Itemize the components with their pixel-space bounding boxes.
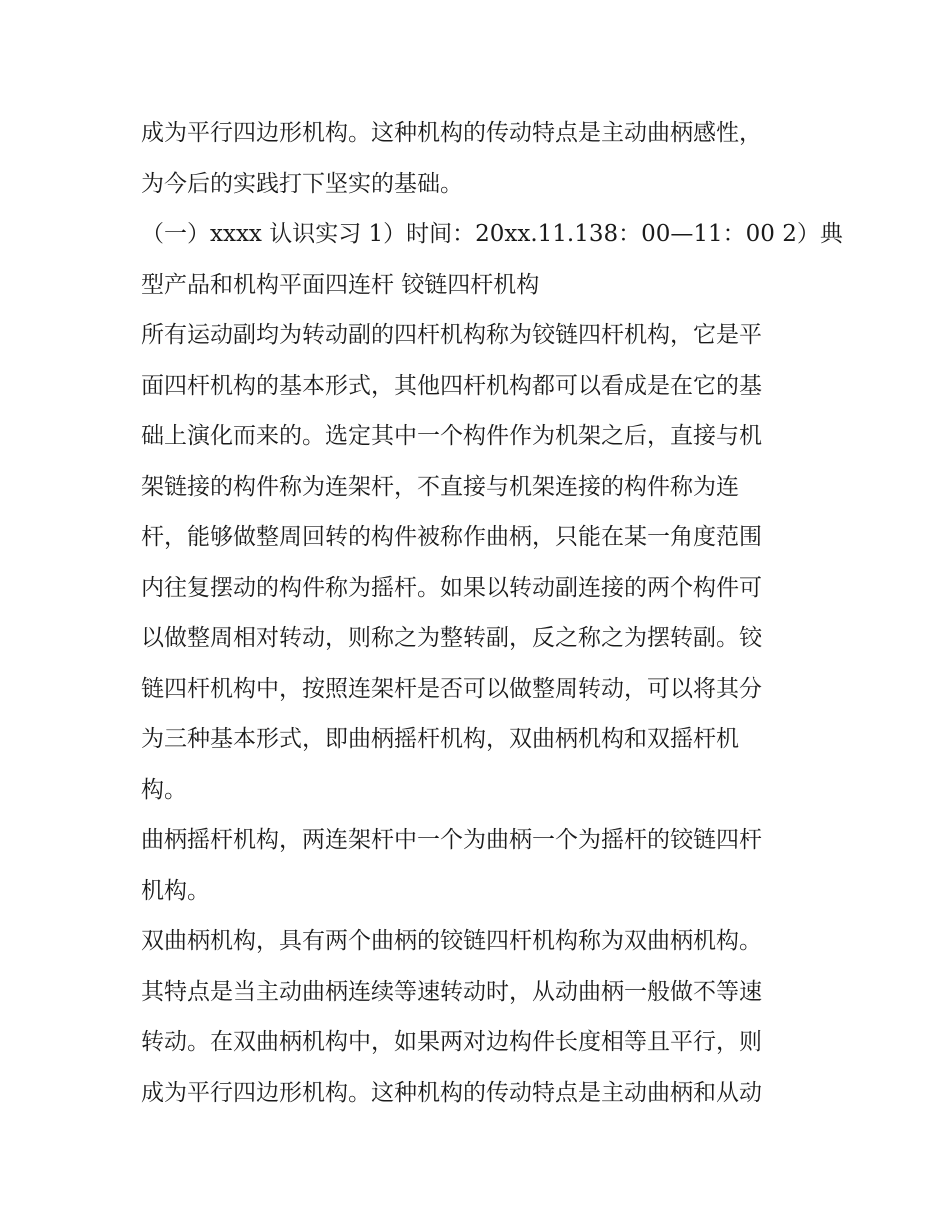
text-line: 链四杆机构中，按照连架杆是否可以做整周转动，可以将其分 <box>141 675 762 702</box>
text-line: 为今后的实践打下坚实的基础。 <box>141 170 463 197</box>
text-line: 曲柄摇杆机构，两连架杆中一个为曲柄一个为摇杆的铰链四杆 <box>141 827 762 853</box>
document-body <box>141 108 843 1118</box>
text-line: 所有运动副均为转动副的四杆机构称为铰链四杆机构，它是平 <box>141 322 762 348</box>
text-line: 其特点是当主动曲柄连续等速转动时，从动曲柄一般做不等速 <box>141 978 762 1005</box>
text-line: 杆，能够做整周回转的构件被称作曲柄，只能在某一角度范围 <box>141 524 762 550</box>
text-line: 机构。 <box>141 877 210 904</box>
text-line: 为三种基本形式，即曲柄摇杆机构，双曲柄机构和双摇杆机 <box>141 726 739 752</box>
text-line: 内往复摆动的构件称为摇杆。如果以转动副连接的两个构件可 <box>141 574 762 601</box>
text-line: 面四杆机构的基本形式，其他四杆机构都可以看成是在它的基 <box>141 372 762 399</box>
text-line: 双曲柄机构，具有两个曲柄的铰链四杆机构称为双曲柄机构。 <box>141 928 762 954</box>
text-line: 础上演化而来的。选定其中一个构件作为机架之后，直接与机 <box>141 423 762 449</box>
text-line: （一）xxxx 认识实习 1）时间：20xx.11.138：00—11：00 2）典 <box>141 221 843 247</box>
text-line: 构。 <box>141 776 187 803</box>
text-line: 成为平行四边形机构。这种机构的传动特点是主动曲柄感性， <box>141 120 762 146</box>
text-line: 以做整周相对转动，则称之为整转副，反之称之为摆转副。铰 <box>141 625 762 651</box>
text-line: 架链接的构件称为连架杆，不直接与机架连接的构件称为连 <box>141 473 739 500</box>
text-line: 型产品和机构平面四连杆 铰链四杆机构 <box>141 271 540 298</box>
text-line: 转动。在双曲柄机构中，如果两对边构件长度相等且平行，则 <box>141 1029 762 1055</box>
text-line: 成为平行四边形机构。这种机构的传动特点是主动曲柄和从动 <box>141 1079 762 1106</box>
